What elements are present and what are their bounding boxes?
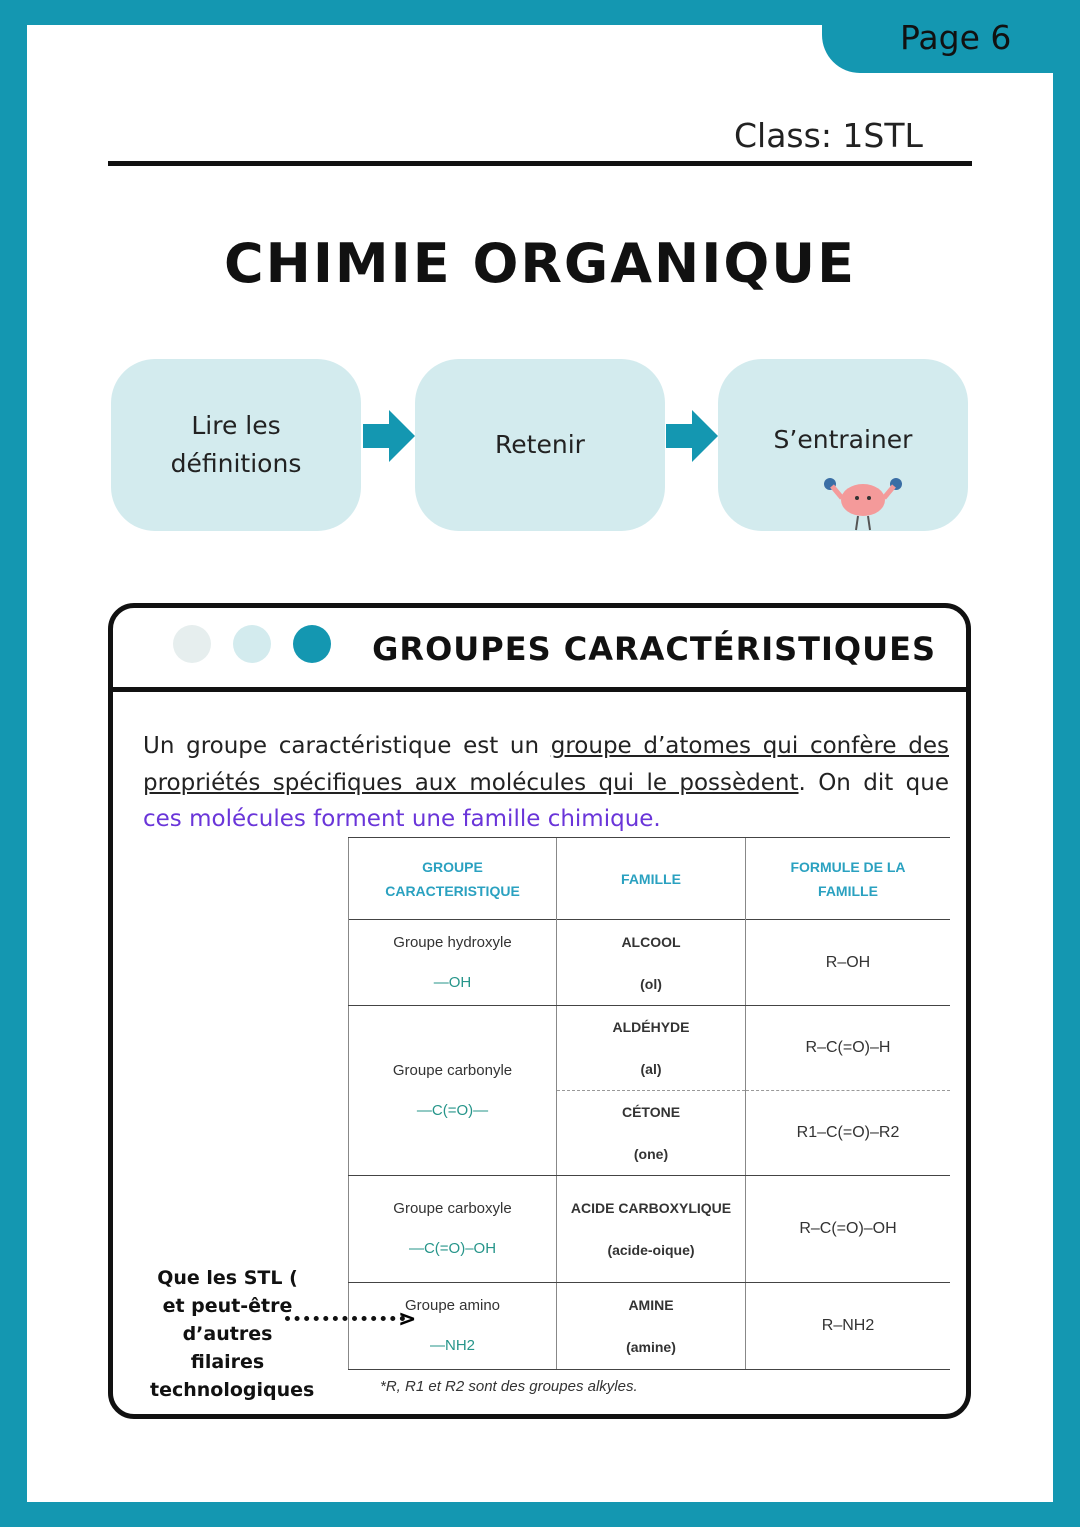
- family-formula: R–OH: [825, 953, 871, 971]
- table-row: [349, 1176, 951, 1283]
- page-number-tab: Page 6: [822, 0, 1080, 73]
- family-suffix: (acide-oique): [607, 1242, 695, 1258]
- step-label: Lire les définitions: [170, 411, 302, 478]
- group-name: Groupe hydroxyle: [393, 933, 512, 951]
- family-suffix: (one): [633, 1146, 669, 1162]
- column-header: FAMILLE: [557, 838, 746, 920]
- group-formula: —C(=O)—: [416, 1101, 489, 1119]
- highlight-text: ces molécules forment une famille chimique.: [143, 806, 661, 832]
- formula-cell: [746, 1176, 951, 1283]
- side-note: Que les STL ( et peut-être d’autres filaires technologiques: [150, 1267, 315, 1401]
- arrow-right-icon: [666, 410, 718, 462]
- family-formula: R–C(=O)–H: [805, 1039, 891, 1056]
- family-name: ACIDE CARBOXYLIQUE: [570, 1200, 732, 1216]
- groups-table: [348, 837, 950, 1370]
- family-suffix: (amine): [626, 1339, 676, 1355]
- arrow-right-icon: [363, 410, 415, 462]
- dot-icon: [173, 625, 211, 663]
- group-cell: [349, 1283, 557, 1370]
- table-row: [349, 1006, 951, 1091]
- family-formula: R–NH2: [821, 1317, 875, 1334]
- group-formula: —OH: [433, 973, 472, 991]
- family-suffix: (al): [640, 1061, 662, 1077]
- underlined-text: groupe d’atomes qui confère des propriétés spécifiques aux molécules qui le possèdent: [143, 733, 949, 796]
- dotted-arrow: [285, 1316, 405, 1321]
- formula-cell: [746, 920, 951, 1006]
- family-cell: [557, 1091, 746, 1176]
- definition-paragraph: [143, 728, 949, 838]
- page-title: CHIMIE ORGANIQUE: [224, 232, 856, 295]
- family-cell: [557, 1176, 746, 1283]
- group-name: Groupe carbonyle: [392, 1061, 513, 1079]
- card-header: [113, 608, 966, 692]
- table-row: [349, 920, 951, 1006]
- family-formula: R–C(=O)–OH: [799, 1220, 897, 1237]
- group-cell: [349, 1176, 557, 1283]
- family-name: ALCOOL: [621, 933, 681, 950]
- column-header: FORMULE DE LA FAMILLE: [746, 838, 951, 920]
- step-label: Retenir: [495, 430, 585, 459]
- family-cell: [557, 1006, 746, 1091]
- text: . On dit que: [798, 769, 949, 796]
- group-name: Groupe amino: [404, 1297, 501, 1314]
- group-name: Groupe carboxyle: [393, 1200, 512, 1217]
- dot-icon: [233, 625, 271, 663]
- formula-cell: [746, 1006, 951, 1091]
- family-name: ALDÉHYDE: [612, 1019, 690, 1035]
- step-remember: [415, 359, 665, 531]
- class-label: Class: 1STL: [734, 116, 923, 155]
- dot-icon: [293, 625, 331, 663]
- formula-cell: [746, 1091, 951, 1176]
- header-divider: [108, 161, 972, 166]
- group-cell: [349, 920, 557, 1006]
- family-cell: [557, 920, 746, 1006]
- family-suffix: (ol): [640, 975, 662, 992]
- family-name: AMINE: [628, 1297, 674, 1313]
- step-read: [111, 359, 361, 531]
- card-title: GROUPES CARACTÉRISTIQUES: [372, 630, 936, 668]
- family-cell: [557, 1283, 746, 1370]
- formula-cell: [746, 1283, 951, 1370]
- table-header-row: [349, 838, 951, 920]
- family-formula: R1–C(=O)–R2: [796, 1124, 900, 1141]
- column-header: GROUPE CARACTERISTIQUE: [349, 838, 557, 920]
- group-formula: —NH2: [429, 1337, 475, 1354]
- group-formula: —C(=O)–OH: [408, 1240, 497, 1257]
- text: Un groupe caractéristique est un: [143, 733, 551, 759]
- table-row: [349, 1283, 951, 1370]
- brain-mascot-icon: [820, 470, 906, 534]
- step-label: S’entrainer: [773, 425, 913, 454]
- family-name: CÉTONE: [621, 1104, 681, 1120]
- table-footnote: *R, R1 et R2 sont des groupes alkyles.: [380, 1378, 638, 1395]
- group-cell: [349, 1006, 557, 1176]
- arrow-head-icon: >: [398, 1307, 417, 1332]
